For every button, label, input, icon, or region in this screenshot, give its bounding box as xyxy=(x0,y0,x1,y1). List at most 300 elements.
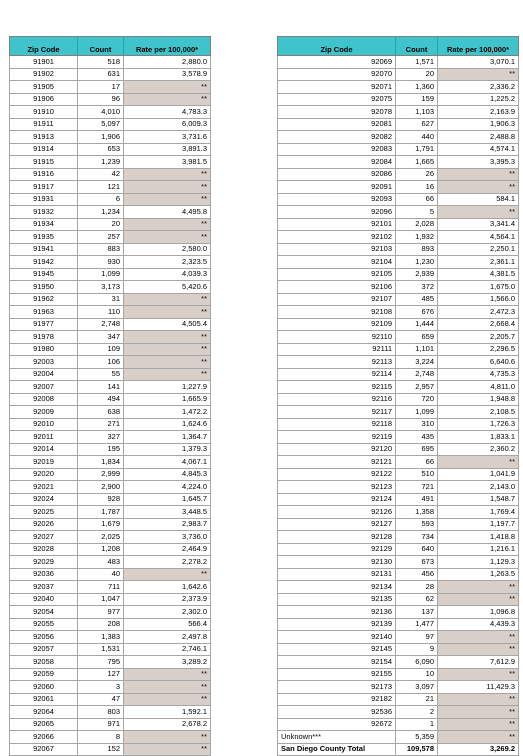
zip-code-cell: 91913 xyxy=(10,131,78,144)
table-row xyxy=(278,418,519,431)
count-cell: 1,358 xyxy=(396,506,438,519)
rate-cell: 3,289.2 xyxy=(124,656,211,669)
count-cell: 3,224 xyxy=(396,356,438,369)
rate-cell: 2,278.2 xyxy=(124,556,211,569)
zip-code-cell: 92084 xyxy=(278,156,396,169)
zip-code-cell: 92126 xyxy=(278,506,396,519)
rate-cell: ** xyxy=(438,181,519,194)
table-row xyxy=(10,506,211,519)
table-row xyxy=(10,131,211,144)
table-row xyxy=(10,256,211,269)
count-cell: 734 xyxy=(396,531,438,544)
rate-cell: 1,225.2 xyxy=(438,93,519,106)
count-cell: 2,748 xyxy=(396,368,438,381)
table-row xyxy=(10,656,211,669)
table-row xyxy=(278,243,519,256)
table-row xyxy=(278,281,519,294)
table-row xyxy=(278,381,519,394)
rate-cell: ** xyxy=(124,181,211,194)
rate-cell: ** xyxy=(124,693,211,706)
zip-code-cell: 92108 xyxy=(278,306,396,319)
zip-code-cell: 92111 xyxy=(278,343,396,356)
zip-code-cell: 92067 xyxy=(10,743,78,756)
rate-cell: 4,039.3 xyxy=(124,268,211,281)
table-row xyxy=(10,568,211,581)
table-row xyxy=(278,368,519,381)
table-row xyxy=(10,631,211,644)
table-row xyxy=(10,431,211,444)
table-row xyxy=(278,168,519,181)
count-cell: 971 xyxy=(78,718,124,731)
count-cell: 16 xyxy=(396,181,438,194)
table-row xyxy=(278,131,519,144)
count-cell: 673 xyxy=(396,556,438,569)
rate-cell: 584.1 xyxy=(438,193,519,206)
table-row xyxy=(278,256,519,269)
zip-code-cell: 92129 xyxy=(278,543,396,556)
count-cell: 96 xyxy=(78,93,124,106)
table-row xyxy=(278,481,519,494)
rate-cell: 2,143.0 xyxy=(438,481,519,494)
count-cell: 141 xyxy=(78,381,124,394)
rate-cell: 4,495.8 xyxy=(124,206,211,219)
zip-code-cell: 92069 xyxy=(278,56,396,69)
zip-code-cell: 92113 xyxy=(278,356,396,369)
zip-code-cell: 92057 xyxy=(10,643,78,656)
rate-cell: ** xyxy=(124,731,211,744)
rate-cell: 1,379.3 xyxy=(124,443,211,456)
count-cell: 195 xyxy=(78,443,124,456)
zip-code-cell: 92059 xyxy=(10,668,78,681)
rate-cell: 3,891.3 xyxy=(124,143,211,156)
zip-code-cell: 92029 xyxy=(10,556,78,569)
table-row xyxy=(278,568,519,581)
table-row xyxy=(10,281,211,294)
rate-cell: ** xyxy=(124,231,211,244)
rate-cell: 4,439.3 xyxy=(438,618,519,631)
zip-code-cell: 92010 xyxy=(10,418,78,431)
rate-cell: 1,418.8 xyxy=(438,531,519,544)
table-row xyxy=(10,618,211,631)
count-cell: 21 xyxy=(396,693,438,706)
count-cell: 653 xyxy=(78,143,124,156)
count-cell: 695 xyxy=(396,443,438,456)
count-cell: 20 xyxy=(78,218,124,231)
rate-cell: 1,263.5 xyxy=(438,568,519,581)
table-row xyxy=(278,693,519,706)
count-cell: 627 xyxy=(396,118,438,131)
rate-cell: ** xyxy=(124,368,211,381)
rate-cell: ** xyxy=(438,706,519,719)
zip-code-cell: 92134 xyxy=(278,581,396,594)
zip-code-cell: 91942 xyxy=(10,256,78,269)
table-row xyxy=(278,531,519,544)
rate-cell: 2,205.7 xyxy=(438,331,519,344)
zip-code-cell: 91962 xyxy=(10,293,78,306)
zip-code-cell: 92106 xyxy=(278,281,396,294)
zip-code-cell: 92136 xyxy=(278,606,396,619)
rate-cell: 6,009.3 xyxy=(124,118,211,131)
rate-cell: ** xyxy=(438,68,519,81)
rate-cell: 2,323.5 xyxy=(124,256,211,269)
count-cell: 208 xyxy=(78,618,124,631)
rate-cell: ** xyxy=(124,218,211,231)
rate-cell: 4,381.5 xyxy=(438,268,519,281)
zip-code-cell: 91935 xyxy=(10,231,78,244)
zip-code-cell: 91932 xyxy=(10,206,78,219)
zip-code-cell: 91905 xyxy=(10,81,78,94)
count-cell: 510 xyxy=(396,468,438,481)
rate-cell: ** xyxy=(438,631,519,644)
rate-cell: 3,736.0 xyxy=(124,531,211,544)
zip-code-cell: 92145 xyxy=(278,643,396,656)
zip-code-header: Zip Code xyxy=(278,37,396,56)
count-cell: 659 xyxy=(396,331,438,344)
count-cell: 1,239 xyxy=(78,156,124,169)
rate-cell: ** xyxy=(124,81,211,94)
count-cell: 883 xyxy=(78,243,124,256)
table-row xyxy=(10,318,211,331)
count-cell: 1,101 xyxy=(396,343,438,356)
table-row xyxy=(10,393,211,406)
rate-cell: 2,464.9 xyxy=(124,543,211,556)
count-cell: 271 xyxy=(78,418,124,431)
count-cell: 110 xyxy=(78,306,124,319)
rate-cell: ** xyxy=(124,681,211,694)
table-row xyxy=(278,706,519,719)
zip-code-cell: 92083 xyxy=(278,143,396,156)
zip-code-cell: 91914 xyxy=(10,143,78,156)
zip-code-cell: 92117 xyxy=(278,406,396,419)
rate-cell: 2,336.2 xyxy=(438,81,519,94)
rate-cell: 4,783.3 xyxy=(124,106,211,119)
rate-cell: ** xyxy=(124,168,211,181)
count-cell: 893 xyxy=(396,243,438,256)
zip-code-cell: 92061 xyxy=(10,693,78,706)
zip-code-cell: 92064 xyxy=(10,706,78,719)
total-label: San Diego County Total xyxy=(278,743,396,756)
table-row xyxy=(10,556,211,569)
rate-cell: ** xyxy=(438,206,519,219)
table-row xyxy=(10,218,211,231)
zip-code-cell: 92054 xyxy=(10,606,78,619)
table-row xyxy=(10,443,211,456)
table-row xyxy=(10,168,211,181)
rate-cell: 1,624.6 xyxy=(124,418,211,431)
table-row xyxy=(10,743,211,756)
rate-cell: 3,341.4 xyxy=(438,218,519,231)
right-zip-table xyxy=(277,36,519,756)
zip-code-cell: 92123 xyxy=(278,481,396,494)
total-rate: 3,269.2 xyxy=(438,743,519,756)
unknown-count: 5,359 xyxy=(396,731,438,744)
table-row xyxy=(278,681,519,694)
table-row xyxy=(10,193,211,206)
rate-cell: ** xyxy=(124,668,211,681)
count-cell: 803 xyxy=(78,706,124,719)
zip-code-cell: 92082 xyxy=(278,131,396,144)
count-cell: 5,097 xyxy=(78,118,124,131)
rate-cell: 1,675.0 xyxy=(438,281,519,294)
count-cell: 62 xyxy=(396,593,438,606)
table-row xyxy=(10,456,211,469)
rate-cell: 2,488.8 xyxy=(438,131,519,144)
zip-code-cell: 92007 xyxy=(10,381,78,394)
zip-code-cell: 92103 xyxy=(278,243,396,256)
count-cell: 1,906 xyxy=(78,131,124,144)
count-cell: 440 xyxy=(396,131,438,144)
zip-code-cell: 91901 xyxy=(10,56,78,69)
zip-code-cell: 92024 xyxy=(10,493,78,506)
table-row xyxy=(10,731,211,744)
rate-cell: 2,746.1 xyxy=(124,643,211,656)
rate-cell: 2,302.0 xyxy=(124,606,211,619)
count-header: Count xyxy=(78,37,124,56)
rate-header: Rate per 100,000* xyxy=(438,37,519,56)
table-row xyxy=(278,118,519,131)
rate-cell: 566.4 xyxy=(124,618,211,631)
zip-code-cell: 92025 xyxy=(10,506,78,519)
count-cell: 1,787 xyxy=(78,506,124,519)
zip-code-cell: 92091 xyxy=(278,181,396,194)
table-row xyxy=(10,331,211,344)
count-cell: 1,834 xyxy=(78,456,124,469)
count-cell: 928 xyxy=(78,493,124,506)
count-cell: 5 xyxy=(396,206,438,219)
county-total-row xyxy=(278,743,519,756)
count-cell: 257 xyxy=(78,231,124,244)
rate-cell: 4,564.1 xyxy=(438,231,519,244)
rate-cell: 4,574.1 xyxy=(438,143,519,156)
zip-code-cell: 92036 xyxy=(10,568,78,581)
rate-cell: 2,250.1 xyxy=(438,243,519,256)
count-cell: 1,208 xyxy=(78,543,124,556)
count-cell: 711 xyxy=(78,581,124,594)
table-row xyxy=(278,93,519,106)
count-cell: 930 xyxy=(78,256,124,269)
count-cell: 31 xyxy=(78,293,124,306)
zip-code-cell: 92127 xyxy=(278,518,396,531)
count-cell: 55 xyxy=(78,368,124,381)
table-row xyxy=(10,581,211,594)
table-row xyxy=(10,231,211,244)
count-cell: 1 xyxy=(396,718,438,731)
zip-code-cell: 92093 xyxy=(278,193,396,206)
rate-cell: 1,833.1 xyxy=(438,431,519,444)
rate-cell: 1,642.6 xyxy=(124,581,211,594)
table-row xyxy=(10,106,211,119)
zip-code-cell: 92021 xyxy=(10,481,78,494)
rate-cell: ** xyxy=(124,343,211,356)
rate-cell: ** xyxy=(124,568,211,581)
table-row xyxy=(278,81,519,94)
zip-code-cell: 92114 xyxy=(278,368,396,381)
zip-code-cell: 91911 xyxy=(10,118,78,131)
zip-code-cell: 91945 xyxy=(10,268,78,281)
total-count: 109,578 xyxy=(396,743,438,756)
zip-code-cell: 91980 xyxy=(10,343,78,356)
count-cell: 3,173 xyxy=(78,281,124,294)
rate-cell: 3,578.9 xyxy=(124,68,211,81)
table-row xyxy=(278,181,519,194)
count-cell: 1,099 xyxy=(78,268,124,281)
count-cell: 137 xyxy=(396,606,438,619)
table-row xyxy=(10,406,211,419)
table-row xyxy=(278,106,519,119)
zip-code-cell: 92055 xyxy=(10,618,78,631)
count-cell: 2,028 xyxy=(396,218,438,231)
zip-code-cell: 92140 xyxy=(278,631,396,644)
rate-cell: 1,592.1 xyxy=(124,706,211,719)
count-cell: 1,103 xyxy=(396,106,438,119)
rate-cell: ** xyxy=(124,93,211,106)
rate-cell: 1,364.7 xyxy=(124,431,211,444)
count-cell: 1,360 xyxy=(396,81,438,94)
zip-code-cell: 92131 xyxy=(278,568,396,581)
zip-code-cell: 92105 xyxy=(278,268,396,281)
count-cell: 3,097 xyxy=(396,681,438,694)
zip-code-cell: 92135 xyxy=(278,593,396,606)
rate-cell: 4,735.3 xyxy=(438,368,519,381)
zip-code-cell: 92110 xyxy=(278,331,396,344)
count-cell: 310 xyxy=(396,418,438,431)
table-row xyxy=(278,543,519,556)
rate-cell: ** xyxy=(124,293,211,306)
count-cell: 2 xyxy=(396,706,438,719)
rate-cell: 2,360.2 xyxy=(438,443,519,456)
zip-code-cell: 92102 xyxy=(278,231,396,244)
count-cell: 28 xyxy=(396,581,438,594)
count-cell: 720 xyxy=(396,393,438,406)
left-zip-table xyxy=(9,36,211,756)
zip-code-cell: 92040 xyxy=(10,593,78,606)
rate-cell: 2,678.2 xyxy=(124,718,211,731)
zip-code-cell: 91963 xyxy=(10,306,78,319)
zip-code-cell: 91934 xyxy=(10,218,78,231)
rate-cell: 1,645.7 xyxy=(124,493,211,506)
rate-cell: 4,845.3 xyxy=(124,468,211,481)
rate-cell: ** xyxy=(438,593,519,606)
count-cell: 1,679 xyxy=(78,518,124,531)
count-cell: 1,665 xyxy=(396,156,438,169)
unknown-row xyxy=(278,731,519,744)
table-row xyxy=(10,81,211,94)
table-row xyxy=(278,343,519,356)
count-cell: 9 xyxy=(396,643,438,656)
count-cell: 631 xyxy=(78,68,124,81)
rate-cell: 3,395.3 xyxy=(438,156,519,169)
rate-cell: 1,129.3 xyxy=(438,556,519,569)
table-row xyxy=(10,268,211,281)
count-cell: 372 xyxy=(396,281,438,294)
zip-code-cell: 92104 xyxy=(278,256,396,269)
count-cell: 47 xyxy=(78,693,124,706)
table-row xyxy=(10,356,211,369)
count-cell: 721 xyxy=(396,481,438,494)
rate-cell: 1,769.4 xyxy=(438,506,519,519)
table-row xyxy=(278,193,519,206)
count-cell: 40 xyxy=(78,568,124,581)
zip-code-cell: 92672 xyxy=(278,718,396,731)
count-cell: 2,957 xyxy=(396,381,438,394)
table-row xyxy=(10,681,211,694)
rate-cell: ** xyxy=(438,581,519,594)
count-cell: 66 xyxy=(396,456,438,469)
zip-code-cell: 91977 xyxy=(10,318,78,331)
table-row xyxy=(10,606,211,619)
zip-code-cell: 91916 xyxy=(10,168,78,181)
count-cell: 1,230 xyxy=(396,256,438,269)
table-row xyxy=(10,306,211,319)
rate-cell: ** xyxy=(124,743,211,756)
table-row xyxy=(278,718,519,731)
table-row xyxy=(278,518,519,531)
zip-code-cell: 91931 xyxy=(10,193,78,206)
count-cell: 1,932 xyxy=(396,231,438,244)
count-cell: 456 xyxy=(396,568,438,581)
rate-cell: ** xyxy=(438,718,519,731)
rate-cell: 4,505.4 xyxy=(124,318,211,331)
rate-cell: ** xyxy=(124,193,211,206)
zip-code-cell: 92121 xyxy=(278,456,396,469)
zip-code-cell: 91950 xyxy=(10,281,78,294)
table-row xyxy=(10,493,211,506)
zip-code-cell: 92139 xyxy=(278,618,396,631)
rate-cell: 3,981.5 xyxy=(124,156,211,169)
rate-cell: 1,197.7 xyxy=(438,518,519,531)
rate-cell: 2,668.4 xyxy=(438,318,519,331)
count-cell: 1,234 xyxy=(78,206,124,219)
zip-code-cell: 91917 xyxy=(10,181,78,194)
table-row xyxy=(278,268,519,281)
rate-cell: 1,548.7 xyxy=(438,493,519,506)
table-row xyxy=(10,93,211,106)
zip-code-cell: 92060 xyxy=(10,681,78,694)
zip-code-cell: 92037 xyxy=(10,581,78,594)
table-row xyxy=(278,668,519,681)
table-row xyxy=(278,406,519,419)
table-row xyxy=(10,468,211,481)
table-row xyxy=(10,543,211,556)
rate-cell: 6,640.6 xyxy=(438,356,519,369)
rate-cell: 1,906.3 xyxy=(438,118,519,131)
table-row xyxy=(10,118,211,131)
count-cell: 1,047 xyxy=(78,593,124,606)
rate-cell: 1,227.9 xyxy=(124,381,211,394)
count-cell: 1,531 xyxy=(78,643,124,656)
rate-cell: 2,373.9 xyxy=(124,593,211,606)
count-cell: 121 xyxy=(78,181,124,194)
rate-cell: ** xyxy=(124,306,211,319)
table-row xyxy=(278,318,519,331)
rate-cell: 7,612.9 xyxy=(438,656,519,669)
zip-code-cell: 92028 xyxy=(10,543,78,556)
zip-code-cell: 92124 xyxy=(278,493,396,506)
count-cell: 6,090 xyxy=(396,656,438,669)
count-cell: 638 xyxy=(78,406,124,419)
zip-code-cell: 91978 xyxy=(10,331,78,344)
count-cell: 97 xyxy=(396,631,438,644)
count-cell: 485 xyxy=(396,293,438,306)
table-row xyxy=(278,68,519,81)
table-row xyxy=(10,181,211,194)
count-cell: 435 xyxy=(396,431,438,444)
zip-code-cell: 92004 xyxy=(10,368,78,381)
zip-code-cell: 92058 xyxy=(10,656,78,669)
rate-cell: 1,665.9 xyxy=(124,393,211,406)
zip-code-cell: 92071 xyxy=(278,81,396,94)
table-row xyxy=(278,56,519,69)
